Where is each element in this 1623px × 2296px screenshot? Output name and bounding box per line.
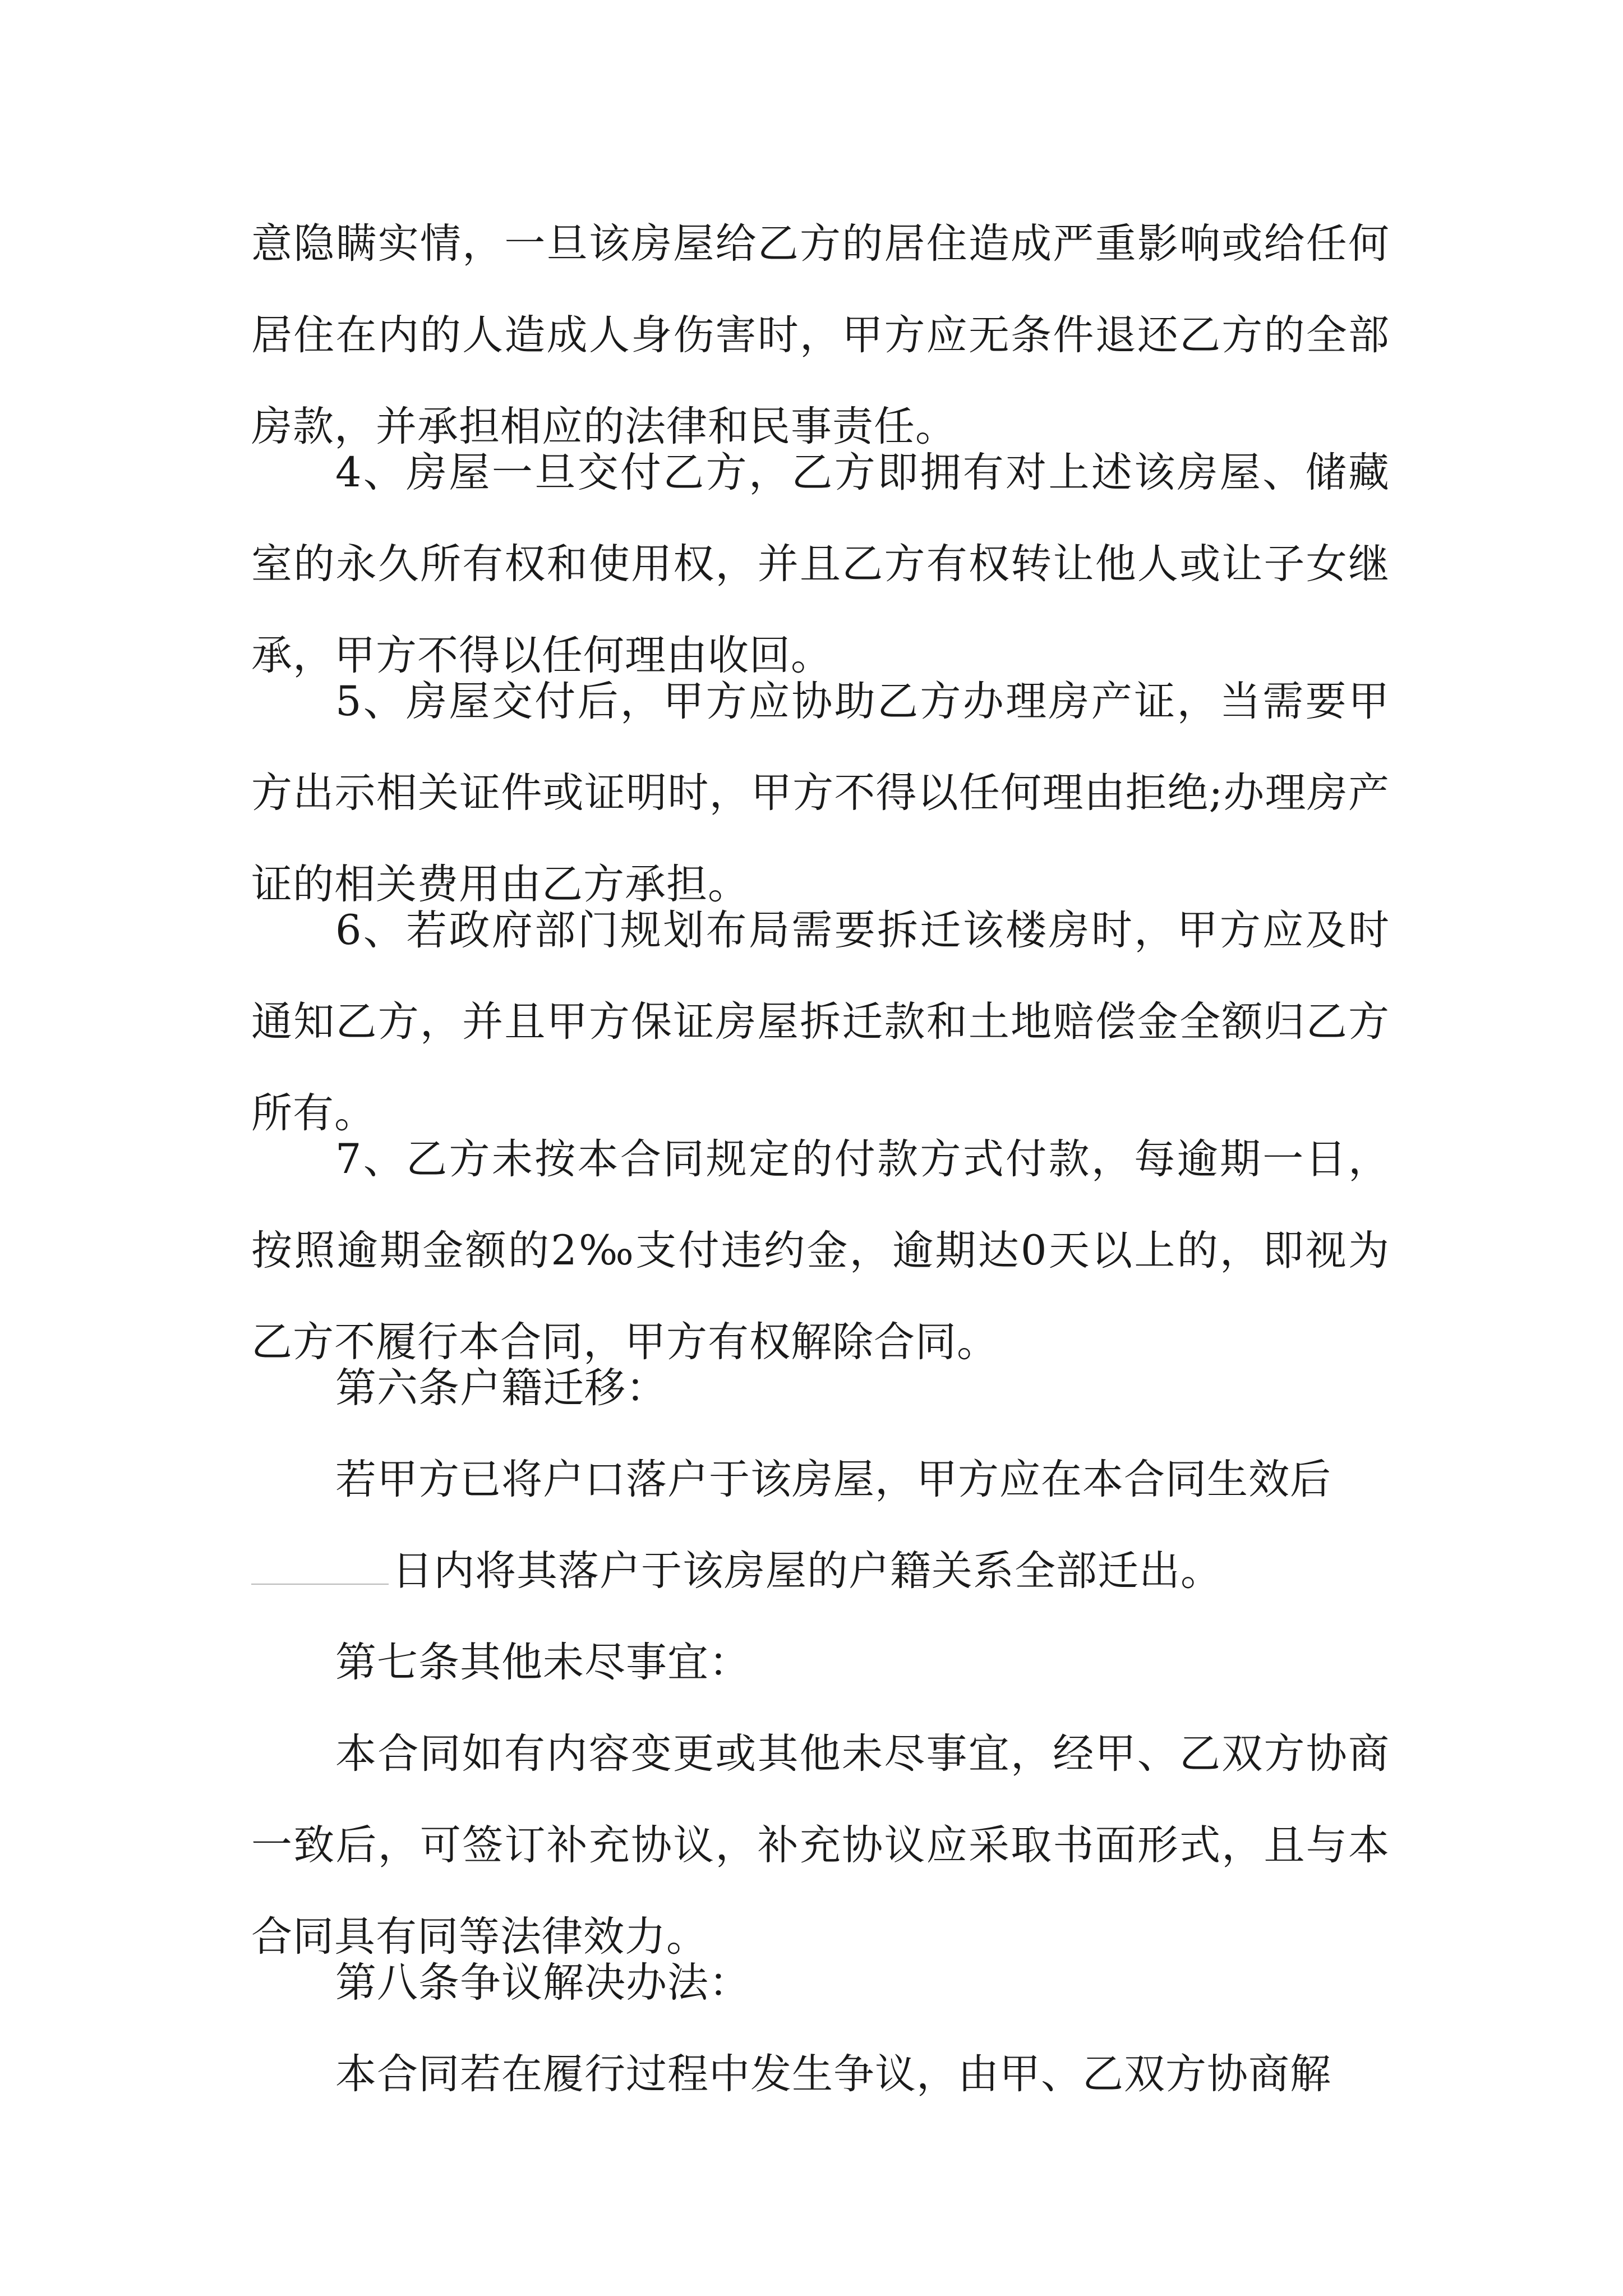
heading-article-7: 第七条其他未尽事宜： (335, 1639, 750, 1686)
paragraph-deception-clause: 意隐瞒实情，一旦该房屋给乙方的居住造成严重影响或给任何居住在内的人造成人身伤害时，甲方应无条件退还乙方的全部房款，并承担相应的法律和民事责任。 (251, 220, 1390, 450)
paragraph-item-7: 7、乙方未按本合同规定的付款方式付款，每逾期一日，按照逾期金额的2‰支付违约金，逾期达0天以上的，即视为乙方不履行本合同，甲方有权解除合同。 (251, 1135, 1390, 1366)
heading-article-6: 第六条户籍迁移： (335, 1364, 667, 1412)
paragraph-article-7: 本合同如有内容变更或其他未尽事宜，经甲、乙双方协商一致后，可签订补充协议，补充协议应采取书面形式，且与本合同具有同等法律效力。 (251, 1730, 1390, 1961)
paragraph-article-6-text: 日内将其落户于该房屋的户籍关系全部迁出。 (392, 1547, 1222, 1595)
paragraph-item-6: 6、若政府部门规划布局需要拆迁该楼房时，甲方应及时通知乙方，并且甲方保证房屋拆迁款和土地赔偿金全额归乙方所有。 (251, 907, 1390, 1137)
paragraph-item-4: 4、房屋一旦交付乙方，乙方即拥有对上述该房屋、储藏室的永久所有权和使用权，并且乙方有权转让他人或让子女继承，甲方不得以任何理由收回。 (251, 449, 1390, 679)
heading-article-8: 第八条争议解决办法： (335, 1959, 750, 2007)
paragraph-article-8: 本合同若在履行过程中发生争议，由甲、乙双方协商解 (335, 2050, 1331, 2098)
paragraph-article-6-line-2 (251, 1525, 1390, 1617)
fill-in-blank (251, 1584, 389, 1585)
paragraph-article-6-line-1: 若甲方已将户口落户于该房屋，甲方应在本合同生效后 (335, 1456, 1331, 1503)
paragraph-item-5: 5、房屋交付后，甲方应协助乙方办理房产证，当需要甲方出示相关证件或证明时，甲方不得以任何理由拒绝;办理房产证的相关费用由乙方承担。 (251, 678, 1390, 908)
